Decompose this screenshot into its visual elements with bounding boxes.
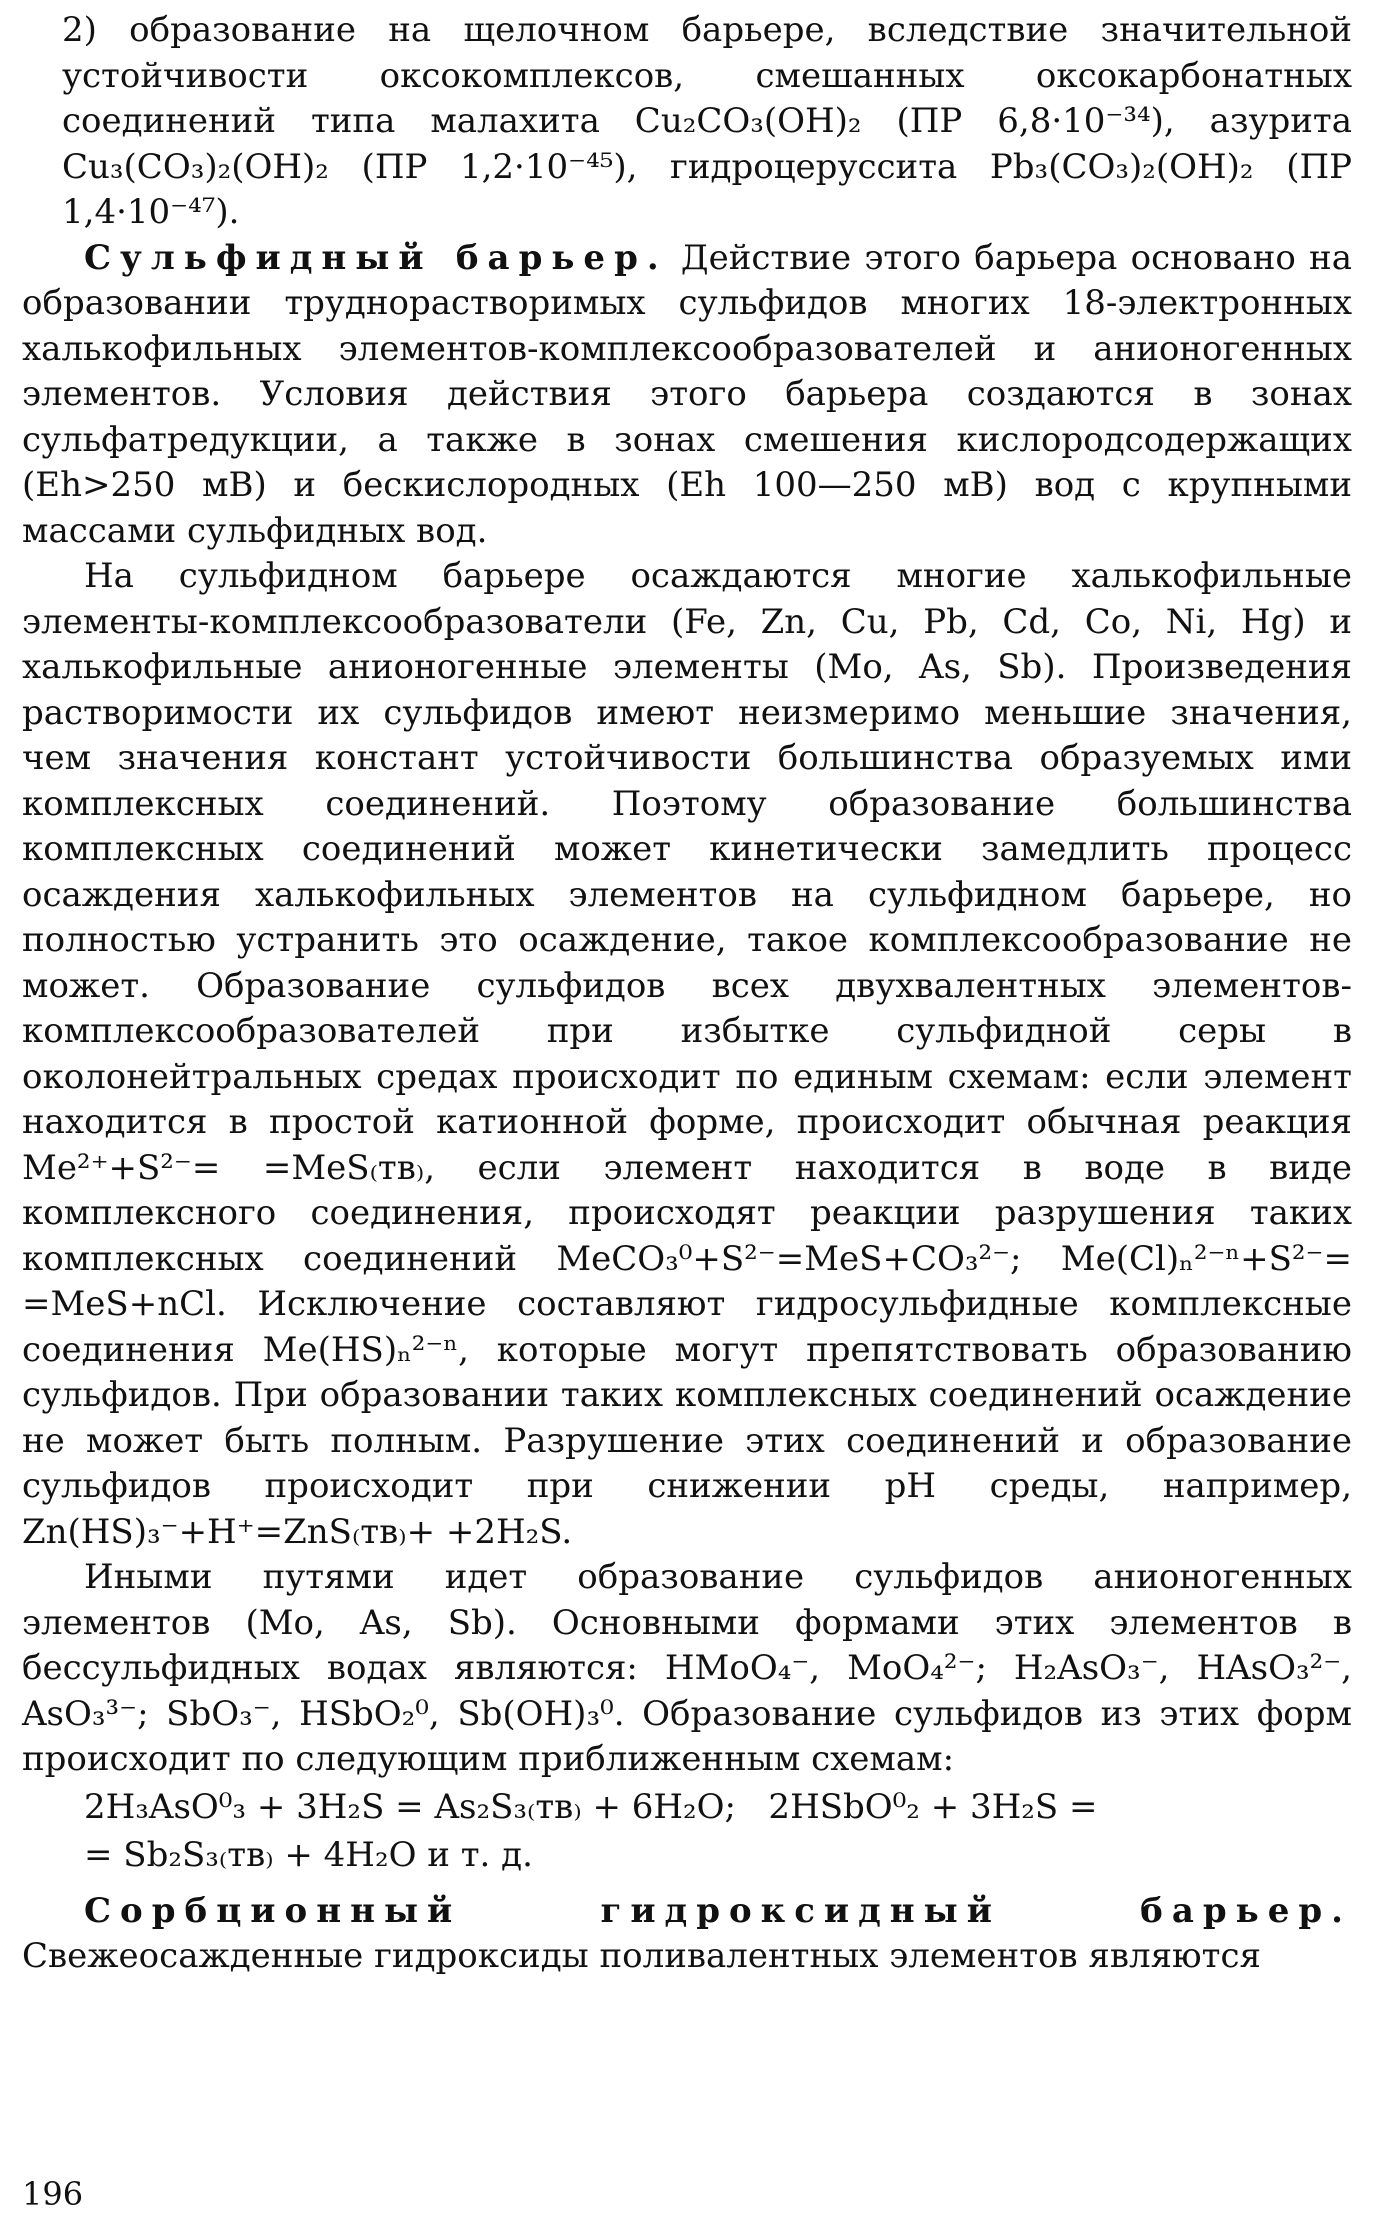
section-heading-sulfide-barrier: Сульфидный барьер. <box>84 237 668 278</box>
page-number: 196 <box>22 2175 84 2213</box>
paragraph-alkaline-barrier: 2) образование на щелочном барьере, вследствие значительной устойчивости оксокомплексов, смешанных оксокарбонатных соединений типа малахита Cu₂CO₃(OH)₂ (ПР 6,8·10⁻³⁴), азурита Cu₃(CO₃)₂(OH)₂ (ПР 1,2·10⁻⁴⁵), гидроцеруссита Pb₃(CO₃)₂(OH)₂ (ПР 1,4·10⁻⁴⁷). <box>62 10 1352 232</box>
paragraph-sulfide-barrier <box>22 236 1352 555</box>
formula-line-1: 2H₃AsO⁰₃ + 3H₂S = As₂S₃₍тв₎ + 6H₂O; 2HSbO⁰₂ + 3H₂S = <box>84 1786 1098 1827</box>
paragraph-sulfide-precipitation: На сульфидном барьере осаждаются многие халькофильные элементы-комплексообразователи (Fe, Zn, Cu, Pb, Cd, Co, Ni, Hg) и халькофильные анионогенные элементы (Mo, As, Sb). Произведения растворимости их сульфидов имеют неизмеримо меньшие значения, чем значения констант устойчивости большинства образуемых ими комплексных соединений. Поэтому образование большинства комплексных соединений может кинетически замедлить процесс осаждения халькофильных элементов на сульфидном барьере, но полностью устранить это осаждение, такое комплексообразование не может. Образование сульфидов всех двухвалентных элементов-комплексообразователей при избытке сульфидной серы в околонейтральных средах происходит по единым схемам: если элемент находится в простой катионной форме, происходит обычная реакция Me²⁺+S²⁻= =MeS₍тв₎, если элемент находится в воде в виде комплексного соединения, происходят реакции разрушения таких комплексных соединений MeCO₃⁰+S²⁻=MeS+CO₃²⁻; Me(Cl)ₙ²⁻ⁿ+S²⁻= =MeS+nCl. Исключение составляют гидросульфидные комплексные соединения Me(HS)ₙ²⁻ⁿ, которые могут препятствовать образованию сульфидов. При образовании таких комплексных соединений осаждение не может быть полным. Разрушение этих соединений и образование сульфидов происходит при снижении pH среды, например, Zn(HS)₃⁻+H⁺=ZnS₍тв₎+ +2H₂S. <box>22 556 1352 1552</box>
section-heading-sorption-barrier: Сорбционный гидроксидный барьер. <box>84 1890 1352 1931</box>
paragraph-sorption-barrier <box>22 1889 1352 1980</box>
paragraph-anionogenic-elements: Иными путями идет образование сульфидов анионогенных элементов (Mo, As, Sb). Основными формами этих элементов в бессульфидных водах являются: HMoO₄⁻, MoO₄²⁻; H₂AsO₃⁻, HAsO₃²⁻, AsO₃³⁻; SbO₃⁻, HSbO₂⁰, Sb(OH)₃⁰. Образование сульфидов из этих форм происходит по следующим приближенным схемам: <box>22 1557 1352 1779</box>
paragraph-sorption-barrier-text: Свежеосажденные гидроксиды поливалентных элементов являются <box>22 1936 1261 1976</box>
paragraph-sulfide-barrier-text: Действие этого барьера основано на образовании труднорастворимых сульфидов многих 18-электронных халькофильных элементов-комплексообразователей и анионогенных элементов. Условия действия этого барьера создаются в зонах сульфатредукции, а также в зонах смешения кислородсодержащих (Eh>250 мВ) и бескислородных (Eh 100—250 мВ) вод с крупными массами сульфидных вод. <box>22 237 1352 551</box>
formula-line-2: = Sb₂S₃₍тв₎ + 4H₂O и т. д. <box>84 1834 533 1875</box>
